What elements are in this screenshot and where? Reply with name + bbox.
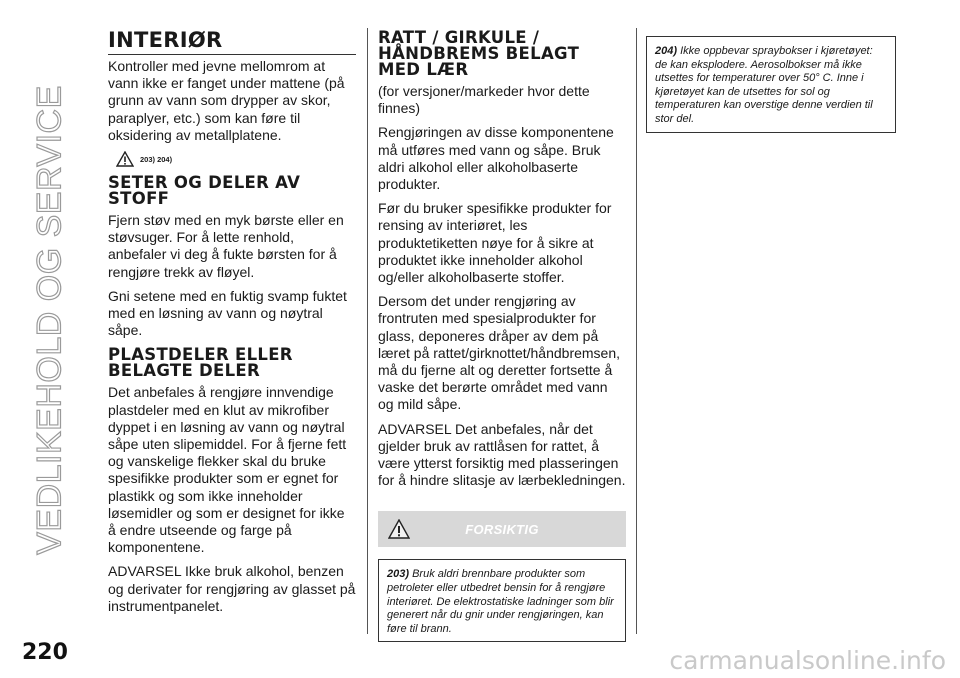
leather-paragraph-4: Dersom det under rengjøring av frontruten med spesialprodukter for glass, deponeres dråper av dem på læret på rattet/girknottet/håndbremsen, må du fjerne alt og deretter fortsette å vaske det berørte området med vann og mild såpe. — [378, 293, 621, 413]
warning-reference — [116, 151, 356, 167]
warning-triangle-icon — [388, 519, 410, 539]
watermark: carmanualsonline.info — [669, 646, 946, 675]
warning-note-204 — [646, 36, 896, 133]
fabric-paragraph-1: Fjern støv med en myk børste eller en støvsuger. For å lette renhold, anbefaler vi deg å fukte børsten for å rengjøre trekk av fløyel. — [108, 212, 344, 280]
warning-triangle-icon — [116, 151, 134, 167]
caution-title: FORSIKTIG — [465, 521, 539, 537]
section-side-tab: VEDLIKEHOLD OG SERVICE — [30, 85, 69, 555]
warning-number: 204) — [655, 45, 678, 57]
fabric-heading: SETER OG DELER AV STOFF — [108, 173, 301, 209]
column-divider-right — [636, 28, 637, 634]
plastic-paragraph-1: Det anbefales å rengjøre innvendige plastdeler med en klut av mikrofiber dyppet i en løsning av vann og nøytral såpe uten slipemiddel. For å fjerne fett og vanskelige flekker skal du bruke spesifikke produkter som er egnet for plastikk og som ikke inneholder løsemidler og som er designet for ikke å endre utseende og farge på komponentene. — [108, 384, 347, 556]
fabric-paragraph-2: Gni setene med en fuktig svamp fuktet med en løsning av vann og nøytral såpe. — [108, 287, 347, 339]
page-number: 220 — [22, 640, 68, 665]
interior-text: Kontroller med jevne mellomrom at vann ikke er fanget under mattene (på grunn av vann som drypper av skor, paraplyer, etc.) som kan føre til oksidering av metallplatene. — [108, 58, 345, 143]
interior-heading: INTERIØR — [108, 30, 356, 55]
caution-banner — [378, 511, 626, 547]
leather-paragraph-1: (for versjoner/markeder hvor dette finnes) — [378, 83, 590, 117]
leather-paragraph-5: ADVARSEL Det anbefales, når det gjelder bruk av rattlåsen for rattet, å være ytterst forsiktig med plasseringen for å hindre slitasje av lærbekledningen. — [378, 420, 626, 489]
warning-text: Ikke oppbevar spraybokser i kjøretøyet: de kan eksplodere. Aerosolbokser må ikke utsettes for temperaturer over 50° C. Inne i kjøretøyet kan de utsettes for sol og temperaturen kan overstige denne verdien til stor del. — [655, 45, 873, 125]
plastic-paragraph-2: ADVARSEL Ikke bruk alkohol, benzen og derivater for rengjøring av glasset på instrumentpanelet. — [108, 563, 356, 614]
warning-number: 203) — [387, 568, 410, 581]
leather-paragraph-3: Før du bruker spesifikke produkter for rensing av interiøret, les produktetiketten nøye for å sikre at produktet ikke inneholder alkohol og/eller alkoholbaserte stoffer. — [378, 200, 612, 286]
warning-reference-numbers: 203) 204) — [140, 154, 173, 164]
column-middle — [378, 30, 626, 642]
column-left — [108, 30, 356, 622]
leather-heading: RATT / GIRKULE / HÅNDBREMS BELAGT MED LÆR — [378, 28, 580, 79]
column-right — [646, 36, 896, 133]
plastic-heading: PLASTDELER ELLER BELAGTE DELER — [108, 345, 293, 381]
leather-paragraph-2: Rengjøringen av disse komponentene må utføres med vann og såpe. Bruk aldri alkohol eller alkoholbaserte produkter. — [378, 124, 614, 193]
warning-text: Bruk aldri brennbare produkter som petroleter eller utbedret bensin for å rengjøre interiøret. De elektrostatiske ladninger som blir generert når du gnir under rengjøringen, kan føre til brann. — [387, 568, 614, 635]
warning-note-203 — [378, 559, 626, 642]
column-divider-left — [367, 28, 368, 634]
